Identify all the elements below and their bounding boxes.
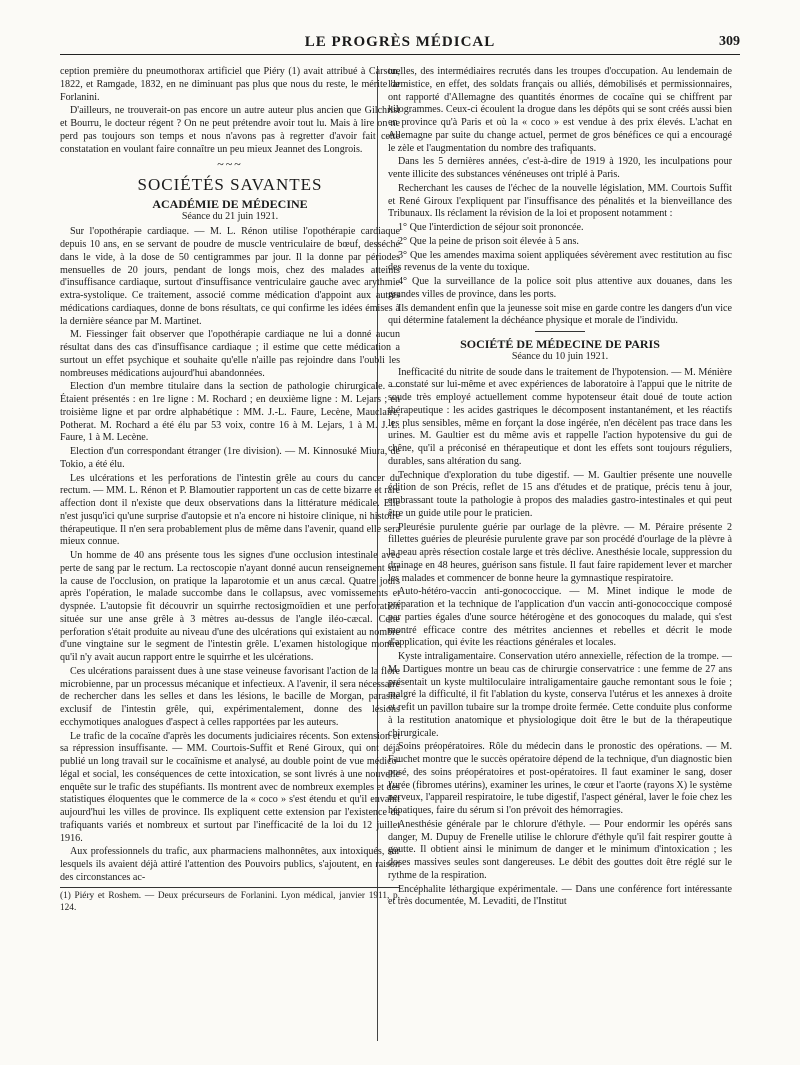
- paragraph: Election d'un membre titulaire dans la section de pathologie chirurgicale. — Étaient présentés : en 1re ligne : M. Rochard ; en deuxième ligne : M. Lejars ; en troisième ligne et par ordre alphabétique : MM. J.-L. Faure, Lecène, Mauclaire, Potherat. M. Rochard a été élu par 53 voix, contre 16 à M. Lejars, 1 à M. J.-L. Faure, 1 à M. Lecène.: [60, 381, 400, 444]
- list-item: 2° Que la peine de prison soit élevée à 5 ans.: [398, 235, 579, 247]
- paragraph: M. Fiessinger fait observer que l'opothérapie cardiaque ne lui a donné aucun résultat dans des cas d'insuffisance cardiaque ; il estime que cette médication a surtout un effet psychique et souhaite qu'elle n'aille pas rejoindre dans l'oubli les nombreuses médications aujourd'hui abandonnées.: [60, 329, 400, 379]
- paragraph: Dans les 5 dernières années, c'est-à-dire de 1919 à 1920, les inculpations pour vente illicite des substances vénéneuses ont triplé à Paris.: [388, 156, 732, 180]
- paragraph: Le trafic de la cocaïne d'après les documents judiciaires récents. Son extension et sa répression insuffisante. — MM. Courtois-Suffit et René Giroux, qui ont déjà publié un long travail sur le cocaïnisme et analysé, au double point de vue médico-légal et social, les conséquences de cette intoxication, se sont livrés à une nouvelle enquête sur le trafic des stupéfiants. Ils montrent avec de nombreux exemples et des statistiques éloquentes que le commerce de la « coco » s'est étendu et qu'il envahit aujourd'hui les villes de province. Ils expliquent cette extension par l'existence de trafiquants variés et nombreux et surtout par l'inefficacité de la loi du 12 juillet 1916.: [60, 730, 400, 844]
- list-item: 1° Que l'interdiction de séjour soit prononcée.: [398, 222, 584, 233]
- right-column: [388, 66, 732, 910]
- paragraph: tuelles, des intermédiaires recrutés dans les troupes d'occupation. Au lendemain de l'armistice, en effet, des soldats français ou alliés, démobilisés et permissionnaires, ont rapporté d'Allemagne des quantités énormes de cocaïne qui se chiffrent par kilogrammes. Ceux-ci écoulent la drogue dans les dépôts qui se sont créés aussi bien en province qu'à Paris et où la « coco » est vendue à des prix élevés. L'achat en Allemagne par suite du change actuel, permet de gros bénéfices ce qui a encouragé le zèle et l'augmentation du nombre des trafiquants.: [388, 66, 732, 154]
- society-title: ACADÉMIE DE MÉDECINE: [152, 196, 308, 211]
- ornament: ~~~: [217, 157, 243, 172]
- paragraph: D'ailleurs, ne trouverait-on pas encore un autre auteur plus ancien que Gilchrist et Bourru, le docteur régent ? On ne peut prétendre avoir tout lu. Mais à lire on ne perd pas toujours son temps et nous n'avons pas à regretter d'avoir fait cette constatation en voulant faire connaître un peu mieux Jeannet des Longrois.: [60, 105, 400, 155]
- paragraph: Kyste intraligamentaire. Conservation utéro annexielle, réfection de la trompe. — M. Dartigues montre un beau cas de chirurgie conservatrice : une femme de 27 ans présentait un kyste multiloculaire intraligamentaire gauche remontant sous le foie ; malgré la difficulté, il fit l'ablation du kyste, conserva l'utérus et les annexes à droite et refit un pavillon tubaire sur la trompe droite fermée. Cette conduite plus conforme à la restitution anatomique et physiologique doit être le but de la thérapeutique chirurgicale.: [388, 651, 732, 739]
- paragraph: Technique d'exploration du tube digestif. — M. Gaultier présente une nouvelle édition de son Précis, reflet de 15 ans d'études et de pratique, précis tenu à jour, embrassant toute la pathologie à propos des maladies gastro-intestinales et qui peut être un guide utile pour le praticien.: [388, 469, 732, 519]
- running-header: [60, 34, 740, 55]
- paragraph: Encéphalite léthargique expérimentale. — Dans une conférence fort intéressante et très documentée, M. Levaditi, de l'Institut: [388, 883, 732, 908]
- paragraph: Aux professionnels du trafic, aux pharmaciens malhonnêtes, aux intoxiqués, sur lesquels ils avaient déjà attiré l'attention des Pouvoirs publics, s'ajoutent, en raison des circonstances ac-: [60, 846, 400, 883]
- page-number: 309: [719, 34, 740, 49]
- paragraph: ception première du pneumothorax artificiel que Piéry (1) avait attribué à Carson, 1822, et Ramgade, 1832, en ne diminuant pas plus que nous du reste, le mérite de Forlanini.: [60, 66, 400, 103]
- section-title: SOCIÉTÉS SAVANTES: [137, 175, 323, 194]
- paragraph: Les ulcérations et les perforations de l'intestin grêle au cours du cancer du rectum. — MM. L. Rénon et P. Blamoutier rapportent un cas de cette bizarre et rare affection dont il n'existe que deux observations dans la littérature médicale. Elle n'est jusqu'ici qu'une surprise d'autopsie et n'a encore ni histoire clinique, ni histoire thérapeutique. Il n'en sera probablement plus de même dans l'avenir, quand elle sera mieux connue.: [60, 472, 400, 548]
- footnote: (1) Piéry et Roshem. — Deux précurseurs de Forlanini. Lyon médical, janvier 1911, p. 124.: [60, 887, 400, 916]
- session-date: Séance du 10 juin 1921.: [511, 350, 609, 362]
- paragraph: Inefficacité du nitrite de soude dans le traitement de l'hypotension. — M. Ménière a constaté sur lui-même et avec expériences de laboratoire à l'appui que le nitrite de soude très employé actuellement comme hypotenseur était doué de toute action thérapeutique : les acides gastriques le décomposent instantanément, et les réactifs les plus sensibles, même en forçant la dose ingérée, n'en décèlent pas trace dans les urines. M. Gaultier est du même avis et rappelle l'action hypotensive du gui de chêne, qu'il a préconisé en thérapeutique et dont les effets sont toujours réguliers, durables, sans altération du sang.: [388, 366, 732, 467]
- paragraph: Anesthésie générale par le chlorure d'éthyle. — Pour endormir les opérés sans danger, M. Dupuy de Frenelle utilise le chlorure d'éthyle qu'il fait respirer goutte à goutte. Il obtient ainsi le minimum de danger et le minimum d'intoxication ; les doses massives seules sont dangereuses. Le débit des gouttes doit être réglé sur le rythme de la respiration.: [388, 818, 732, 881]
- paragraph: Ces ulcérations paraissent dues à une stase veineuse favorisant l'action de la flore microbienne, par un processus mécanique et infectieux. A l'avenir, il sera nécessaire de rechercher dans les selles et dans les lésions, le bacille de Morgan, parasite exclusif de l'intestin grêle, qui, expérimentalement, donne des lésions ecchymotiques analogues d'aspect à celles rapportées par les auteurs.: [60, 665, 400, 728]
- paragraph: Sur l'opothérapie cardiaque. — M. L. Rénon utilise l'opothérapie cardiaque depuis 10 ans, en se servant de poudre de muscle ventriculaire de bœuf, desséché dans le vide, à la dose de 50 centigrammes par jour. Il la donne par périodes mensuelles de 20 jours, pendant de longs mois, chez des malades atteints d'insuffisance cardiaque, surtout d'insuffisance ventriculaire gauche avec arythmie extra-systolique. Ce traitement, associé comme médication d'appoint aux autres médications cardiaques, donne de bons résultats, ce qui confirme les idées émises à la dernière séance par M. Martinet.: [60, 226, 400, 327]
- society-title: SOCIÉTÉ DE MÉDECINE DE PARIS: [460, 337, 660, 351]
- paragraph: Ils demandent enfin que la jeunesse soit mise en garde contre les dangers d'un vice qui détermine fatalement la déchéance physique et morale de l'individu.: [388, 302, 732, 327]
- paragraph: Soins préopératoires. Rôle du médecin dans le pronostic des opérations. — M. Fauchet montre que le succès opératoire dépend de la technique, d'un diagnostic bien posé, des soins préopératoires et post-opératoires. Il faut examiner le sang, doser l'urée (fibromes utérins), examiner les urines, le cœur et l'aorte (rayons X) le système nerveux, l'appareil respiratoire, le tube digestif, l'aspect général, laver le foie chez les hépatiques, faire du sérum si l'on prévoit des hémorragies.: [388, 741, 732, 816]
- paragraph: Auto-hétéro-vaccin anti-gonococcique. — M. Minet indique le mode de préparation et la technique de l'application d'un vaccin anti-gonococcique composé par parties égales d'une source hétérogène et des gonocoques du malade, qui s'est montré efficace contre des métrites anciennes et rebelles et décrit le mode d'application, qui évite les réactions générales et locales.: [388, 586, 732, 649]
- paragraph: Election d'un correspondant étranger (1re division). — M. Kinnosuké Miura, de Tokio, a été élu.: [60, 446, 400, 470]
- session-date: Séance du 21 juin 1921.: [181, 210, 279, 222]
- separator: [535, 331, 585, 332]
- journal-title: LE PROGRÈS MÉDICAL: [304, 34, 496, 50]
- paragraph: Recherchant les causes de l'échec de la nouvelle législation, MM. Courtois Suffit et René Giroux l'expliquent par l'insuffisance des pénalités et la bienveillance des Tribunaux. Ils réclament la révision de la loi et proposent notamment :: [388, 182, 732, 220]
- list-item: 3° Que les amendes maxima soient appliquées sévèrement avec restitution au fisc des revenus de la vente du toxique.: [388, 249, 732, 274]
- list-item: 4° Que la surveillance de la police soit plus attentive aux douanes, dans les grandes villes de province, dans les ports.: [388, 276, 732, 300]
- left-column: [60, 66, 400, 916]
- paragraph: Pleurésie purulente guérie par ourlage de la plèvre. — M. Péraire présente 2 fillettes guéries de pleurésie purulente grave par son procédé d'ourlage de la plèvre à la peau après résection costale large et très déclive. Anesthésie locale, suppression du drainage en 48 heures, guérison sans fistule. Il faut faire rapidement lever et marcher les malades et commencer de bonne heure la gymnastique respiratoire.: [388, 521, 732, 584]
- paragraph: Un homme de 40 ans présente tous les signes d'une occlusion intestinale avec perte de sang par le rectum. La rectoscopie n'ayant donné aucun renseignement sur la cause de l'occlusion, on pratique la laparotomie et un anus cæcal. Quatre jours après l'opération, le malade succombe dans le collapsus, avec vomissements et dyspnée. L'autopsie fit découvrir un squirrhe rectosigmoïdien et une perforation située sur une anse grêle à 3 mètres au-dessus de l'angle iléo-cæcal. Cette perforation s'était produite au niveau d'une des ulcérations qui existaient au nombre d'une vingtaine sur le segment de l'intestin grêle. L'examen histologique montre qu'il n'y avait aucun rapport entre le squirrhe et les ulcérations.: [60, 550, 400, 663]
